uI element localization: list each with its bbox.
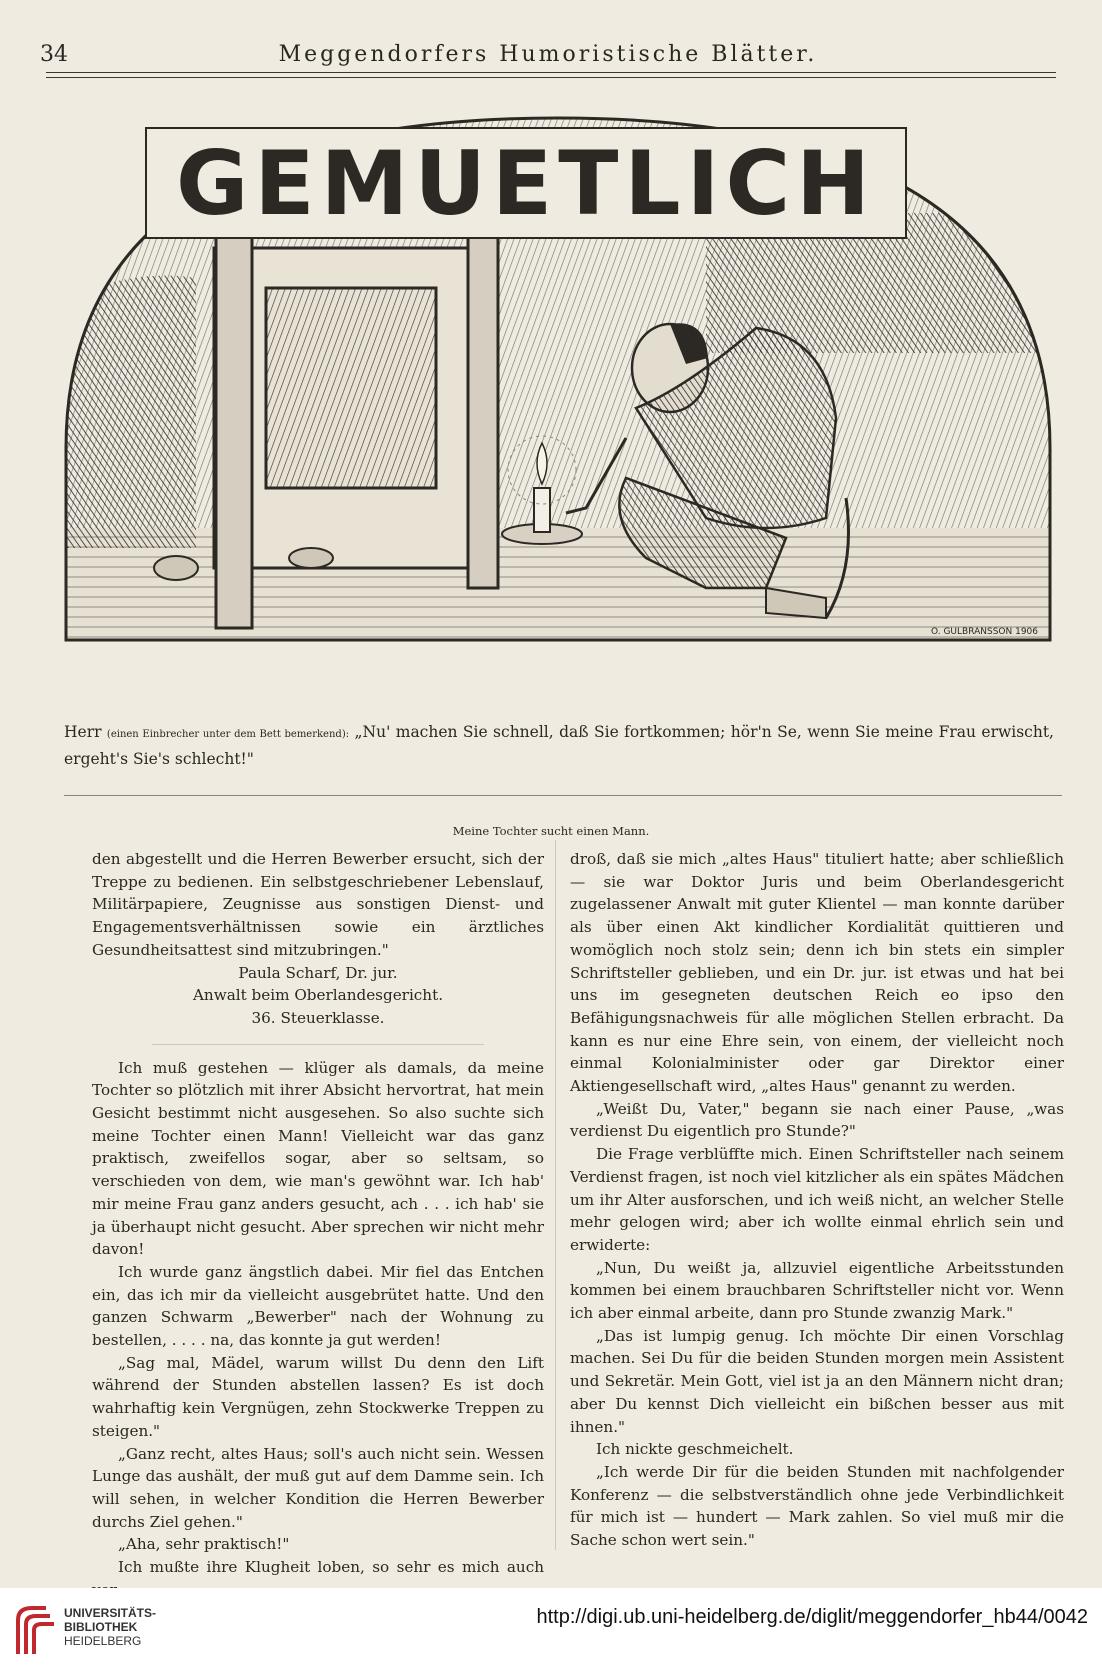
- paragraph: droß, daß sie mich „altes Haus" tituliert hatte; aber schließlich — sie war Doktor Juris und beim Oberlandesgericht zugelassener Anwalt mit guter Klientel — man konnte darüber als über einen Akt kindlicher Kordialität quittieren und womöglich noch stolz sein; denn ich bin stets ein simpler Schriftsteller geblieben, und ein Dr. jur. ist etwas und hat bei uns im gesegneten deutschen Reich eo ipso den Befähigungsnachweis für alle möglichen Stellen erbracht. Da kann es nur eine Ehre sein, von einem, der vielleicht noch einmal Kolonialminister oder gar Direktor einer Aktiengesellschaft wird, „altes Haus" genannt zu werden.: [570, 850, 1064, 1096]
- signature-tax-class: 36. Steuerklasse.: [251, 1008, 385, 1027]
- header-rule: [46, 72, 1056, 73]
- library-logo-icon[interactable]: [12, 1602, 58, 1658]
- digitization-footer: [0, 1588, 1102, 1670]
- running-title: Meggendorfers Humoristische Blätter.: [278, 42, 818, 67]
- signature-role: Anwalt beim Oberlandesgericht.: [192, 986, 444, 1005]
- paragraph: den abgestellt und die Herren Bewerber ersucht, sich der Treppe zu bedienen. Ein selbstgeschriebener Lebenslauf, Militärpapiere, Zeugnisse aus sonstigen Dienst- und Engagementsverhältnissen sowie ein ärztliches Gesundheitsattest sind mitzubringen.": [92, 850, 544, 959]
- paragraph: „Aha, sehr praktisch!": [118, 1535, 290, 1554]
- paragraph: „Das ist lumpig genug. Ich möchte Dir einen Vorschlag machen. Sei Du für die beiden Stunden morgen mein Assistent und Sekretär. Mein Gott, viel ist ja an den Männern nicht dran; aber Du kennst Dich vielleicht ein bißchen besser aus mit ihnen.": [570, 1326, 1064, 1436]
- caption-text: „Nu' machen Sie schnell, daß Sie fortkommen; hör'n Se, wenn Sie meine Frau erwischt, ergeht's Sie's schlecht!": [64, 723, 1054, 768]
- paragraph: „Nun, Du weißt ja, allzuviel eigentliche Arbeitsstunden kommen bei einem brauchbaren Schriftsteller nicht vor. Wenn ich aber einmal arbeite, dann pro Stunde zwanzig Mark.": [570, 1258, 1064, 1323]
- title-lettering: GEMUETLICH: [176, 132, 876, 235]
- paragraph: Die Frage verblüffte mich. Einen Schriftsteller nach seinem Verdienst fragen, ist noch viel kitzlicher als ein spätes Mädchen um ihr Alter ausforschen, und ich weiß nicht, an welcher Stelle mehr gelogen wird; aber ich wollte einmal ehrlich sein und erwiderte:: [570, 1145, 1064, 1254]
- paragraph-divider: [152, 1044, 484, 1045]
- artist-signature: O. GULBRANSSON 1906: [931, 627, 1038, 637]
- right-column: [570, 848, 1064, 1552]
- signature-name: Paula Scharf, Dr. jur.: [238, 963, 398, 982]
- caption-stage-direction: (einen Einbrecher unter dem Bett bemerkend):: [106, 729, 350, 740]
- paragraph: „Ganz recht, altes Haus; soll's auch nicht sein. Wessen Lunge das aushält, der muß gut auf dem Damme sein. Ich will sehen, in welcher Kondition die Herren Bewerber durchs Ziel gehen.": [92, 1444, 544, 1531]
- paragraph: „Weißt Du, Vater," begann sie nach einer Pause, „was verdienst Du eigentlich pro Stunde?": [570, 1099, 1064, 1141]
- paragraph: „Sag mal, Mädel, warum willst Du denn den Lift während der Stunden abstellen lassen? Es ist doch wahrhaftig kein Vergnügen, zehn Stockwerke Treppen zu steigen.": [92, 1353, 544, 1440]
- paragraph: „Ich werde Dir für die beiden Stunden mit nachfolgender Konferenz — die selbstverständlich ohne jede Verbindlichkeit für mich ist — hundert — Mark zahlen. So viel muß mir die Sache schon wert sein.": [570, 1462, 1064, 1550]
- permalink-url[interactable]: http://digi.ub.uni-heidelberg.de/diglit/meggendorfer_hb44/0042: [536, 1606, 1088, 1628]
- paragraph: Ich mußte ihre Klugheit loben, so sehr es mich auch: [118, 1558, 544, 1577]
- paragraph: Ich nickte geschmeichelt.: [596, 1440, 794, 1459]
- section-rule: [64, 795, 1062, 796]
- cartoon-illustration: [66, 118, 1050, 698]
- paragraph: Ich wurde ganz ängstlich dabei. Mir fiel das Entchen ein, das ich mir da vielleicht ausgebrütet hatte. Und den ganzen Schwarm „Bewerber" nach der Wohnung zu bestellen, . . . . na, das konnte ja gut werden!: [92, 1262, 544, 1350]
- column-divider: [555, 840, 556, 1550]
- page-number: 34: [40, 42, 68, 67]
- caption-speaker: Herr: [64, 723, 102, 741]
- library-name[interactable]: UNIVERSITÄTS- BIBLIOTHEK HEIDELBERG: [64, 1606, 157, 1648]
- header-rule-double: [46, 77, 1056, 78]
- left-column: [92, 848, 544, 1602]
- cartoon-caption: [64, 720, 1054, 772]
- paragraph: Ich muß gestehen — klüger als damals, da meine Tochter so plötzlich mit ihrer Absicht hervortrat, hat mein Gesicht bestimmt nicht ausgesehen. So also suchte sich meine Tochter einen Mann! Vielleicht war das ganz praktisch, zweifellos sogar, aber so seltsam, so verschieden von dem, wie man's gewöhnt war. Ich hab' mir meine Frau ganz anders gesucht, ach . . . ich hab' sie ja überhaupt nicht gesucht. Aber sprechen wir nicht mehr davon!: [92, 1058, 544, 1259]
- continuation-title: Meine Tochter sucht einen Mann.: [452, 824, 650, 838]
